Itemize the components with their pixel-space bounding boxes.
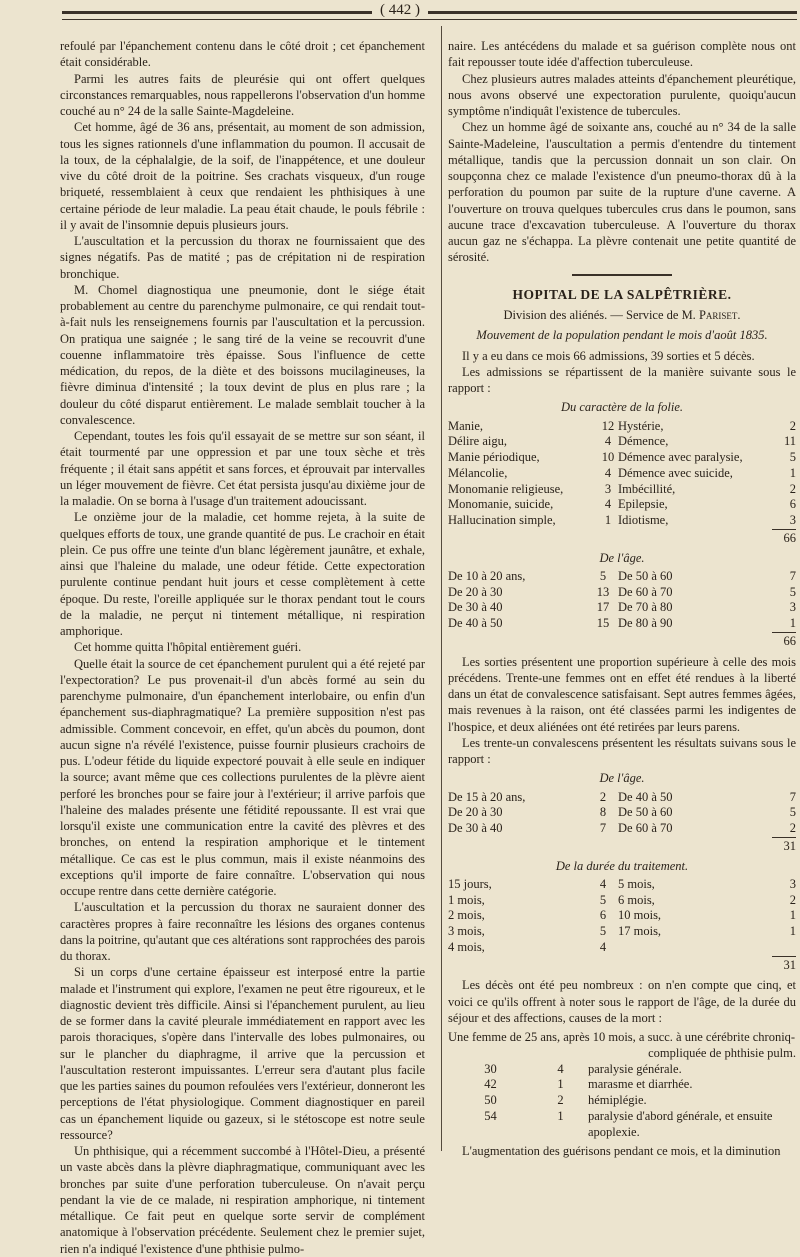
row-label: 6 mois, [618,892,655,907]
death-months: 1 [557,1108,564,1123]
summary-line: Il y a eu dans ce mois 66 admissions, 39 sorties et 5 décès. [462,348,755,363]
row-value: 1 [789,924,796,939]
row-value: 2 [789,481,796,496]
row-value: 4 [604,434,612,449]
paragraph: Un phthisique, qui a récemment succombé à l'Hôtel-Dieu, a présenté un vaste abcès dans la plèvre diaphragmatique, communiquant avec les bronches par suite d'une perforation tuberculeuse. On n'avait perçu pendant la vie de ce malade, ni respiration amphorique, ni tintement métallique. Ce fait peut en quelque sorte servir de complément anatomique à l'observation précédente. Seulement chez le premier sujet, rien n'a indiqué l'existence d'une phthisie pulmo- [60,1144,425,1256]
row-value: 2 [789,418,796,433]
row-value: 3 [604,481,612,496]
row-label: 4 mois, [448,939,485,954]
duree-table [448,877,796,974]
row-label: De 30 à 40 [448,821,503,836]
death-row [448,1093,796,1109]
row-label: De 20 à 30 [448,805,503,820]
death-row [448,1077,796,1093]
row-label: De 40 à 50 [448,616,503,631]
death-months: 2 [557,1093,564,1108]
row-label: De 15 à 20 ans, [448,789,526,804]
row-label: 5 mois, [618,876,655,891]
paragraph: Chez plusieurs autres malades atteints d'épanchement pleurétique, nous avons observé une expectoration purulente, quoiqu'aucun symptôme n'indiquât l'existence de tubercules. [448,71,796,118]
table-row [448,616,796,632]
row-value: 2 [599,789,607,804]
row-value: 5 [789,805,796,820]
table-row [448,908,796,924]
row-label: 17 mois, [618,924,662,939]
row-value [774,940,796,956]
row-label: Hystérie, [618,418,664,433]
age-table [448,569,796,650]
row-label: De 30 à 40 [448,600,503,615]
row-label: De 20 à 30 [448,584,503,599]
table-row [448,569,796,585]
table-heading: De l'âge. [599,771,645,786]
row-label: De 50 à 60 [618,805,673,820]
row-label: Démence avec suicide, [618,465,733,480]
death-cause: marasme et diarrhée. [588,1077,693,1092]
table-row [448,877,796,893]
paragraph: Chez un homme âgé de soixante ans, couché au n° 34 de la salle Sainte-Madeleine, l'auscultation a permis d'entendre du tintement métallique, tandis que la percussion donnait un son clair. On soupçonna chez ce malade l'existence d'un pneumo-thorax dû à la perforation du poumon par suite de la rupture d'une caverne. A l'ouverture on trouva quelques tubercules crus dans le poumon, sans aucune trace d'excavation tuberculeuse. A l'ouverture du thorax aucun gaz ne s'échappa. La plèvre contenait une petite quantité de sérosité. [448,120,796,265]
row-value: 3 [789,513,796,528]
table-heading: Du caractère de la folie. [560,400,684,415]
table-total: 31 [772,956,796,974]
table-row [448,790,796,806]
row-label: Epilepsie, [618,497,668,512]
row-value: 6 [789,497,796,512]
summary-line: Les admissions se répartissent de la manière suivante sous le rapport : [448,364,796,396]
row-value: 7 [599,821,607,836]
paragraph: Les trente-un convalescens présentent les résultats suivans sous le rapport : [448,735,796,767]
paragraph: Cet homme quitta l'hôpital entièrement guéri. [74,640,302,655]
table-row [448,924,796,940]
death-cause: paralysie d'abord générale, et ensuite apoplexie. [588,1108,773,1139]
row-value: 10 [601,450,615,465]
table-total: 31 [772,837,796,855]
death-age: 30 [484,1061,497,1076]
death-line: compliquée de phthisie pulm. [648,1046,796,1061]
row-value: 5 [599,892,607,907]
table-row [448,805,796,821]
table-row [448,466,796,482]
right-column [448,38,796,1160]
row-label: De 40 à 50 [618,789,673,804]
row-label: De 60 à 70 [618,821,673,836]
death-cause: hémiplégie. [588,1093,647,1108]
row-label: De 50 à 60 [618,568,673,583]
row-label: Idiotisme, [618,513,669,528]
division-text: Division des aliénés. — Service de M. [503,308,696,323]
paragraph: Les sorties présentent une proportion supérieure à celle des mois précédens. Trente-une femmes ont en effet été rendues à la liberté dans un état de convalescence satisfaisant. Sept autres femmes âgées, mais revenues à la raison, ont été classées parmi les indigentes de l'hospice, et deux aliénées ont été retirées par leurs parens. [448,654,796,734]
row-label: 1 mois, [448,892,485,907]
death-months: 1 [557,1077,564,1092]
row-label [618,940,774,956]
paragraph: Les décès ont été peu nombreux : on n'en compte que cinq, et voici ce qu'ils offrent à noter sous le rapport de l'âge, de la durée du séjour et des affections, causes de la mort : [448,978,796,1025]
folie-table [448,419,796,547]
row-value: 1 [789,465,796,480]
row-label: Manie périodique, [448,450,540,465]
death-line: Une femme de 25 ans, après 10 mois, a succ. à une cérébrite chroniq- [448,1030,796,1045]
division-line [448,307,796,323]
row-value: 7 [789,789,796,804]
row-value: 2 [789,892,796,907]
row-value: 2 [789,821,796,836]
table-heading: De la durée du traitement. [555,858,689,873]
row-label: De 10 à 20 ans, [448,568,526,583]
page-number [0,2,800,19]
paragraph: Cependant, toutes les fois qu'il essayait de se mettre sur son séant, il était tourmenté par une oppression et par une toux sèche et très fréquente ; il était sans appétit et sans forces, et éprouvait par intervalles un léger mouvement de fièvre. Cet état persista jusqu'au dixième jour de la maladie. On se borna à l'usage d'un traitement adoucissant. [60,429,425,508]
row-label: Hallucination simple, [448,513,556,528]
paragraph: Parmi les autres faits de pleurésie qui ont offert quelques circonstances remarquables, nous rappellerons l'observation d'un homme couché au n° 24 de la salle Sainte-Magdeleine. [60,71,425,118]
row-label: Délire aigu, [448,434,508,449]
paragraph: L'augmentation des guérisons pendant ce mois, et la diminution [462,1144,781,1159]
row-value: 5 [789,450,796,465]
death-age: 42 [484,1077,497,1092]
table-row [448,434,796,450]
death-months: 4 [557,1061,564,1076]
paragraph: M. Chomel diagnostiqua une pneumonie, dont le siége était probablement au centre du parenchyme pulmonaire, ce qui rendait tout-à-fait nuls les renseignemens fournis par l'auscultation et la percussion. On pratiqua une saignée ; le sang tiré de la veine se recouvrit d'une couenne inflammatoire très épaisse. Sous l'influence de cette médication, du repos, de la diète et des boissons mucilagineuses, la fièvre diminua d'intensité ; la toux devint de plus en plus rare ; la douleur du côté disparut entièrement. Le malade semblait toucher à la convalescence. [60,282,425,427]
row-value: 6 [599,908,607,923]
row-value: 4 [599,876,607,891]
row-value: 1 [789,616,796,631]
left-column [60,38,425,1257]
row-value: 11 [783,434,796,449]
table-row [448,450,796,466]
death-row [448,1109,796,1141]
row-label: Manie, [448,418,484,433]
row-value: 8 [599,805,607,820]
table-total: 66 [772,529,796,547]
row-value: 1 [604,513,612,528]
paragraph: Le onzième jour de la maladie, cet homme rejeta, à la suite de quelques efforts de toux, une grande quantité de pus. Le crachoir en était plein. Ce pus offre une teinte d'un blanc légèrement jaunâtre, et exhale, ainsi que l'haleine du malade, une odeur fétide. Cette expectoration purulente continue pendant huit jours et cesse complètement à cette époque. Du reste, l'oreille appliquée sur le thorax pendant tout le cours de la maladie, ne perçut ni tintement métallique, ni respiration amphorique. [60,510,425,638]
table-row [448,893,796,909]
death-cause: paralysie générale. [588,1061,682,1076]
row-value: 4 [604,497,612,512]
movement-title: Mouvement de la population pendant le mois d'août 1835. [476,328,768,343]
death-age: 54 [484,1108,497,1123]
table-row [448,497,796,513]
death-age: 50 [484,1093,497,1108]
row-label: Monomanie, suicide, [448,497,554,512]
paragraph: Quelle était la source de cet épanchement purulent qui a été rejeté par l'expectoration? Le pus provenait-il d'un abcès formé au sein du parenchyme pulmonaire, d'un épanchement interlobaire, ou enfin d'un épanchement sus-diaphragmatique? La première supposition n'est pas admissible. Comment concevoir, en effet, qu'un abcès du poumon, dont aucun signe n'a révélé l'existence, puisse fournir plusieurs crachoirs de pus. L'odeur fétide du liquide expectoré pouvait à elle seule en indiquer la source; avant même que ces collections purulentes de la plèvre aient perforé les bronches pour se faire jour à l'extérieur; il arrive parfois que l'haleine des malades présente une fétidité repoussante. Il est vrai que lorsqu'il existe une communication entre la cavité des plèvres et des bronches, on entend la respiration amphorique et le tintement métallique. Ce cas est le plus commun, mais il existe néanmoins des exceptions qu'il importe de faire connaître. L'observation qui nous occupe rentre dans cette dernière catégorie. [60,656,425,898]
row-value: 15 [596,616,610,631]
row-label: De 80 à 90 [618,616,673,631]
column-divider [441,26,442,1151]
row-value: 5 [599,924,607,939]
page-number-text: ( 442 ) [372,2,428,18]
row-label: 3 mois, [448,924,485,939]
division-name: Pariset. [698,308,741,323]
paragraph: L'auscultation et la percussion du thorax ne fournissaient que des signes négatifs. Pas de matité ; pas de crépitation ni de respiration bronchique. [60,234,425,281]
row-label: Imbécillité, [618,481,676,496]
deaths-table [448,1062,796,1141]
row-label: Mélancolie, [448,465,508,480]
row-value: 4 [599,939,607,954]
paragraph: Si un corps d'une certaine épaisseur est interposé entre la partie malade et l'instrument qui explore, l'examen ne peut être rigoureux, et le diagnostic devient très difficile. Ainsi si l'épanchement purulent, au lieu de se former dans la cavité pleurale immédiatement en rapport avec les parois thoraciques, s'opère dans l'intervalle des lobes pulmonaires, ou sur le plancher du diaphragme, il arrive que la percussion et l'auscultation resteront impuissantes. L'erreur sera d'autant plus facile que les parties saines du poumon refoulées vers l'extérieur, donneront les perceptions de l'état physiologique. Comment diagnostiquer en pareil cas un épanchement liquide ou gazeux, si le stétoscope est notre seule ressource? [60,965,425,1142]
row-label: Démence avec paralysie, [618,450,743,465]
row-label: Monomanie religieuse, [448,481,564,496]
paragraph: Cet homme, âgé de 36 ans, présentait, au moment de son admission, tous les signes rationnels d'une inflammation du poumon. Il accusait de la toux, de la céphalalgie, de la soif, de l'inappétence, et une douleur vive du côté droit de la poitrine. Ses crachats visqueux, d'un rouge briqueté, ressemblaient à ceux que rendaient les phthisiques à une certaine période de leur maladie. La peau était chaude, le pouls fébrile : il y avait de l'insomnie depuis plusieurs jours. [60,120,425,232]
row-value: 12 [601,418,615,433]
row-value: 1 [789,908,796,923]
row-label: De 60 à 70 [618,584,673,599]
row-value: 3 [789,876,796,891]
table-total: 66 [772,632,796,650]
row-label: Démence, [618,434,669,449]
row-value: 17 [596,600,610,615]
table-row [448,482,796,498]
paragraph: naire. Les antécédens du malade et sa guérison complète nous ont fait repousser toute idée d'affection tuberculeuse. [448,39,796,70]
row-value: 5 [789,584,796,599]
row-value: 13 [596,584,610,599]
row-value: 4 [604,465,612,480]
death-row [448,1062,796,1078]
table-row [448,513,796,529]
row-value: 5 [599,568,607,583]
table-row [448,585,796,601]
convalescents-age-table [448,790,796,855]
table-row [448,600,796,616]
row-label: 15 jours, [448,876,492,891]
table-row [448,940,796,956]
row-label: De 70 à 80 [618,600,673,615]
row-value: 3 [789,600,796,615]
hospital-title: HOPITAL DE LA SALPÊTRIÈRE. [512,286,732,302]
table-heading: De l'âge. [599,550,645,565]
paragraph: L'auscultation et la percussion du thorax ne sauraient donner des caractères propres à faire reconnaître les lésions des organes contenus dans la poitrine, qu'autant que ces altérations sont rapprochées des parois du thorax. [60,900,425,963]
paragraph: refoulé par l'épanchement contenu dans le côté droit ; cet épanchement était considérable. [60,39,425,70]
row-label: 10 mois, [618,908,662,923]
row-value: 7 [789,568,796,583]
row-label: 2 mois, [448,908,485,923]
section-divider [572,274,672,276]
table-row [448,821,796,837]
table-row [448,419,796,435]
